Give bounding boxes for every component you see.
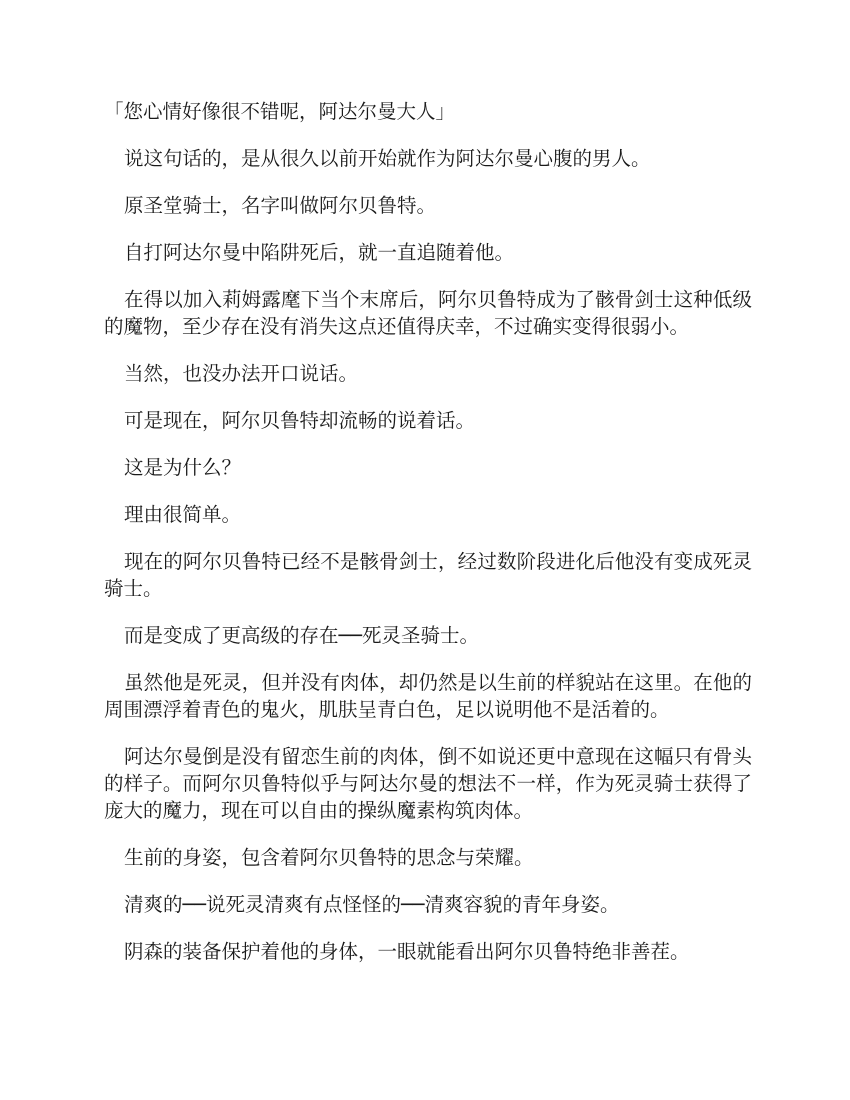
paragraph-5: 在得以加入莉姆露麾下当个末席后，阿尔贝鲁特成为了骸骨剑士这种低级的魔物，至少存在没有消失这点还值得庆幸，不过确实变得很弱小。 xyxy=(104,288,752,338)
paragraph-16: 阴森的装备保护着他的身体，一眼就能看出阿尔贝鲁特绝非善茬。 xyxy=(124,940,690,963)
paragraph-10: 现在的阿尔贝鲁特已经不是骸骨剑士，经过数阶段进化后他没有变成死灵骑士。 xyxy=(104,550,752,600)
paragraph-6: 当然，也没办法开口说话。 xyxy=(124,362,359,385)
document-body xyxy=(104,98,752,985)
paragraph-9: 理由很简单。 xyxy=(124,503,242,526)
paragraph-11: 而是变成了更高级的存在──死灵圣骑士。 xyxy=(124,624,479,647)
paragraph-13: 阿达尔曼倒是没有留恋生前的肉体，倒不如说还更中意现在这幅只有骨头的样子。而阿尔贝鲁特似乎与阿达尔曼的想法不一样，作为死灵骑士获得了庞大的魔力，现在可以自由的操纵魔素构筑肉体。 xyxy=(104,745,752,822)
paragraph-14: 生前的身姿，包含着阿尔贝鲁特的思念与荣耀。 xyxy=(124,846,534,869)
paragraph-4: 自打阿达尔曼中陷阱死后，就一直追随着他。 xyxy=(124,241,515,264)
paragraph-1: 「您心情好像很不错呢，阿达尔曼大人」 xyxy=(104,100,456,123)
paragraph-3: 原圣堂骑士，名字叫做阿尔贝鲁特。 xyxy=(124,194,437,217)
paragraph-8: 这是为什么？ xyxy=(124,456,242,479)
paragraph-7: 可是现在，阿尔贝鲁特却流畅的说着话。 xyxy=(124,409,476,432)
paragraph-15: 清爽的──说死灵清爽有点怪怪的──清爽容貌的青年身姿。 xyxy=(124,893,620,916)
paragraph-12: 虽然他是死灵，但并没有肉体，却仍然是以生前的样貌站在这里。在他的周围漂浮着青色的鬼火，肌肤呈青白色，足以说明他不是活着的。 xyxy=(104,671,752,721)
paragraph-2: 说这句话的，是从很久以前开始就作为阿达尔曼心腹的男人。 xyxy=(124,147,651,170)
